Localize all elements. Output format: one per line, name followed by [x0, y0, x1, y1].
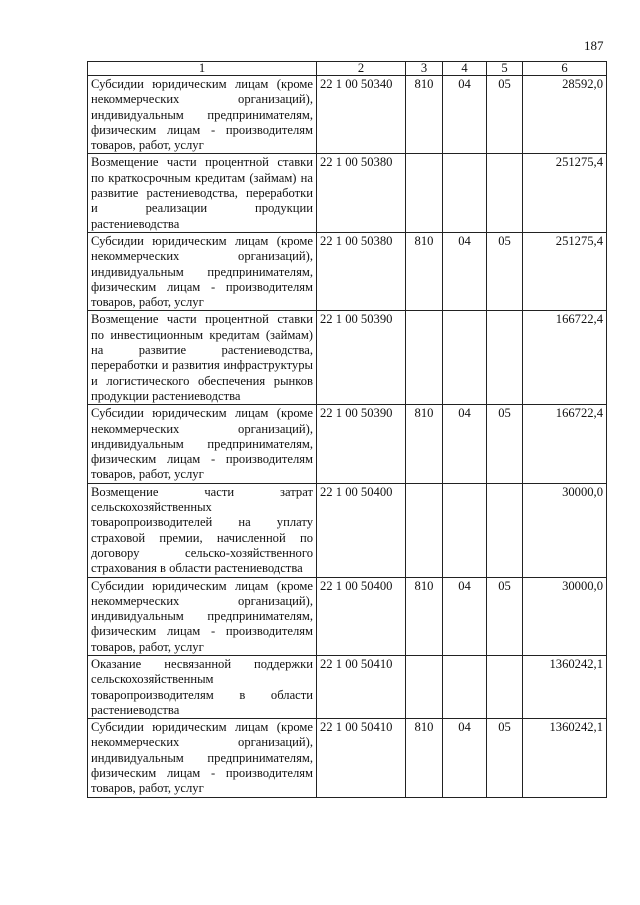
- table-row: [88, 232, 607, 310]
- cell-col5: 05: [487, 719, 523, 797]
- column-header: 5: [487, 62, 523, 76]
- column-header: 2: [317, 62, 406, 76]
- cell-col4: [443, 483, 487, 577]
- column-header: 1: [88, 62, 317, 76]
- budget-table: [87, 61, 607, 798]
- cell-name: Субсидии юридическим лицам (кроме некоммерческих организаций), индивидуальным предпринимателям, физическим лицам - производителям товаров, работ, услуг: [88, 232, 317, 310]
- table-row: [88, 405, 607, 483]
- cell-col3: 810: [406, 232, 443, 310]
- column-header: 3: [406, 62, 443, 76]
- cell-col4: 04: [443, 577, 487, 655]
- table-row: [88, 655, 607, 718]
- cell-code: 22 1 00 50380: [317, 232, 406, 310]
- cell-code: 22 1 00 50390: [317, 405, 406, 483]
- cell-name: Возмещение части процентной ставки по инвестиционным кредитам (займам) на развитие растениеводства, переработки и развития инфраструктуры и логистического обеспечения рынков продукции растениеводства: [88, 311, 317, 405]
- cell-col4: [443, 655, 487, 718]
- cell-name: Возмещение части затрат сельскохозяйственных товаропроизводителей на уплату страховой премии, начисленной по договору сельско-хозяйственного страхования в области растениеводства: [88, 483, 317, 577]
- table-header-row: [88, 62, 607, 76]
- cell-name: Возмещение части процентной ставки по краткосрочным кредитам (займам) на развитие растениеводства, переработки и реализации продукции растениеводства: [88, 154, 317, 232]
- cell-code: 22 1 00 50400: [317, 577, 406, 655]
- page-number: 187: [584, 38, 604, 53]
- cell-amount: 251275,4: [523, 232, 607, 310]
- cell-col5: 05: [487, 76, 523, 154]
- cell-col4: 04: [443, 76, 487, 154]
- table-row: [88, 577, 607, 655]
- cell-col3: 810: [406, 719, 443, 797]
- cell-name: Субсидии юридическим лицам (кроме некоммерческих организаций), индивидуальным предпринимателям, физическим лицам - производителям товаров, работ, услуг: [88, 577, 317, 655]
- cell-col5: [487, 311, 523, 405]
- cell-col3: 810: [406, 76, 443, 154]
- column-header: 6: [523, 62, 607, 76]
- cell-code: 22 1 00 50390: [317, 311, 406, 405]
- cell-col5: [487, 483, 523, 577]
- cell-col3: [406, 483, 443, 577]
- cell-col5: 05: [487, 232, 523, 310]
- column-header: 4: [443, 62, 487, 76]
- table-row: [88, 483, 607, 577]
- cell-amount: 251275,4: [523, 154, 607, 232]
- cell-col3: 810: [406, 577, 443, 655]
- cell-col5: [487, 655, 523, 718]
- cell-col3: [406, 311, 443, 405]
- cell-code: 22 1 00 50380: [317, 154, 406, 232]
- table-row: [88, 76, 607, 154]
- cell-col4: [443, 311, 487, 405]
- cell-code: 22 1 00 50410: [317, 655, 406, 718]
- cell-amount: 1360242,1: [523, 655, 607, 718]
- cell-name: Оказание несвязанной поддержки сельскохозяйственным товаропроизводителям в области растениеводства: [88, 655, 317, 718]
- cell-col4: [443, 154, 487, 232]
- table-row: [88, 154, 607, 232]
- cell-col5: 05: [487, 577, 523, 655]
- table-row: [88, 719, 607, 797]
- cell-col4: 04: [443, 719, 487, 797]
- cell-name: Субсидии юридическим лицам (кроме некоммерческих организаций), индивидуальным предпринимателям, физическим лицам - производителям товаров, работ, услуг: [88, 719, 317, 797]
- cell-amount: 166722,4: [523, 405, 607, 483]
- cell-amount: 30000,0: [523, 577, 607, 655]
- cell-amount: 166722,4: [523, 311, 607, 405]
- cell-amount: 30000,0: [523, 483, 607, 577]
- cell-col5: 05: [487, 405, 523, 483]
- cell-col5: [487, 154, 523, 232]
- cell-code: 22 1 00 50340: [317, 76, 406, 154]
- table-row: [88, 311, 607, 405]
- cell-amount: 28592,0: [523, 76, 607, 154]
- cell-col3: [406, 154, 443, 232]
- cell-col3: [406, 655, 443, 718]
- cell-name: Субсидии юридическим лицам (кроме некоммерческих организаций), индивидуальным предпринимателям, физическим лицам - производителям товаров, работ, услуг: [88, 76, 317, 154]
- cell-col4: 04: [443, 232, 487, 310]
- cell-code: 22 1 00 50400: [317, 483, 406, 577]
- cell-name: Субсидии юридическим лицам (кроме некоммерческих организаций), индивидуальным предпринимателям, физическим лицам - производителям товаров, работ, услуг: [88, 405, 317, 483]
- cell-col3: 810: [406, 405, 443, 483]
- cell-col4: 04: [443, 405, 487, 483]
- cell-code: 22 1 00 50410: [317, 719, 406, 797]
- cell-amount: 1360242,1: [523, 719, 607, 797]
